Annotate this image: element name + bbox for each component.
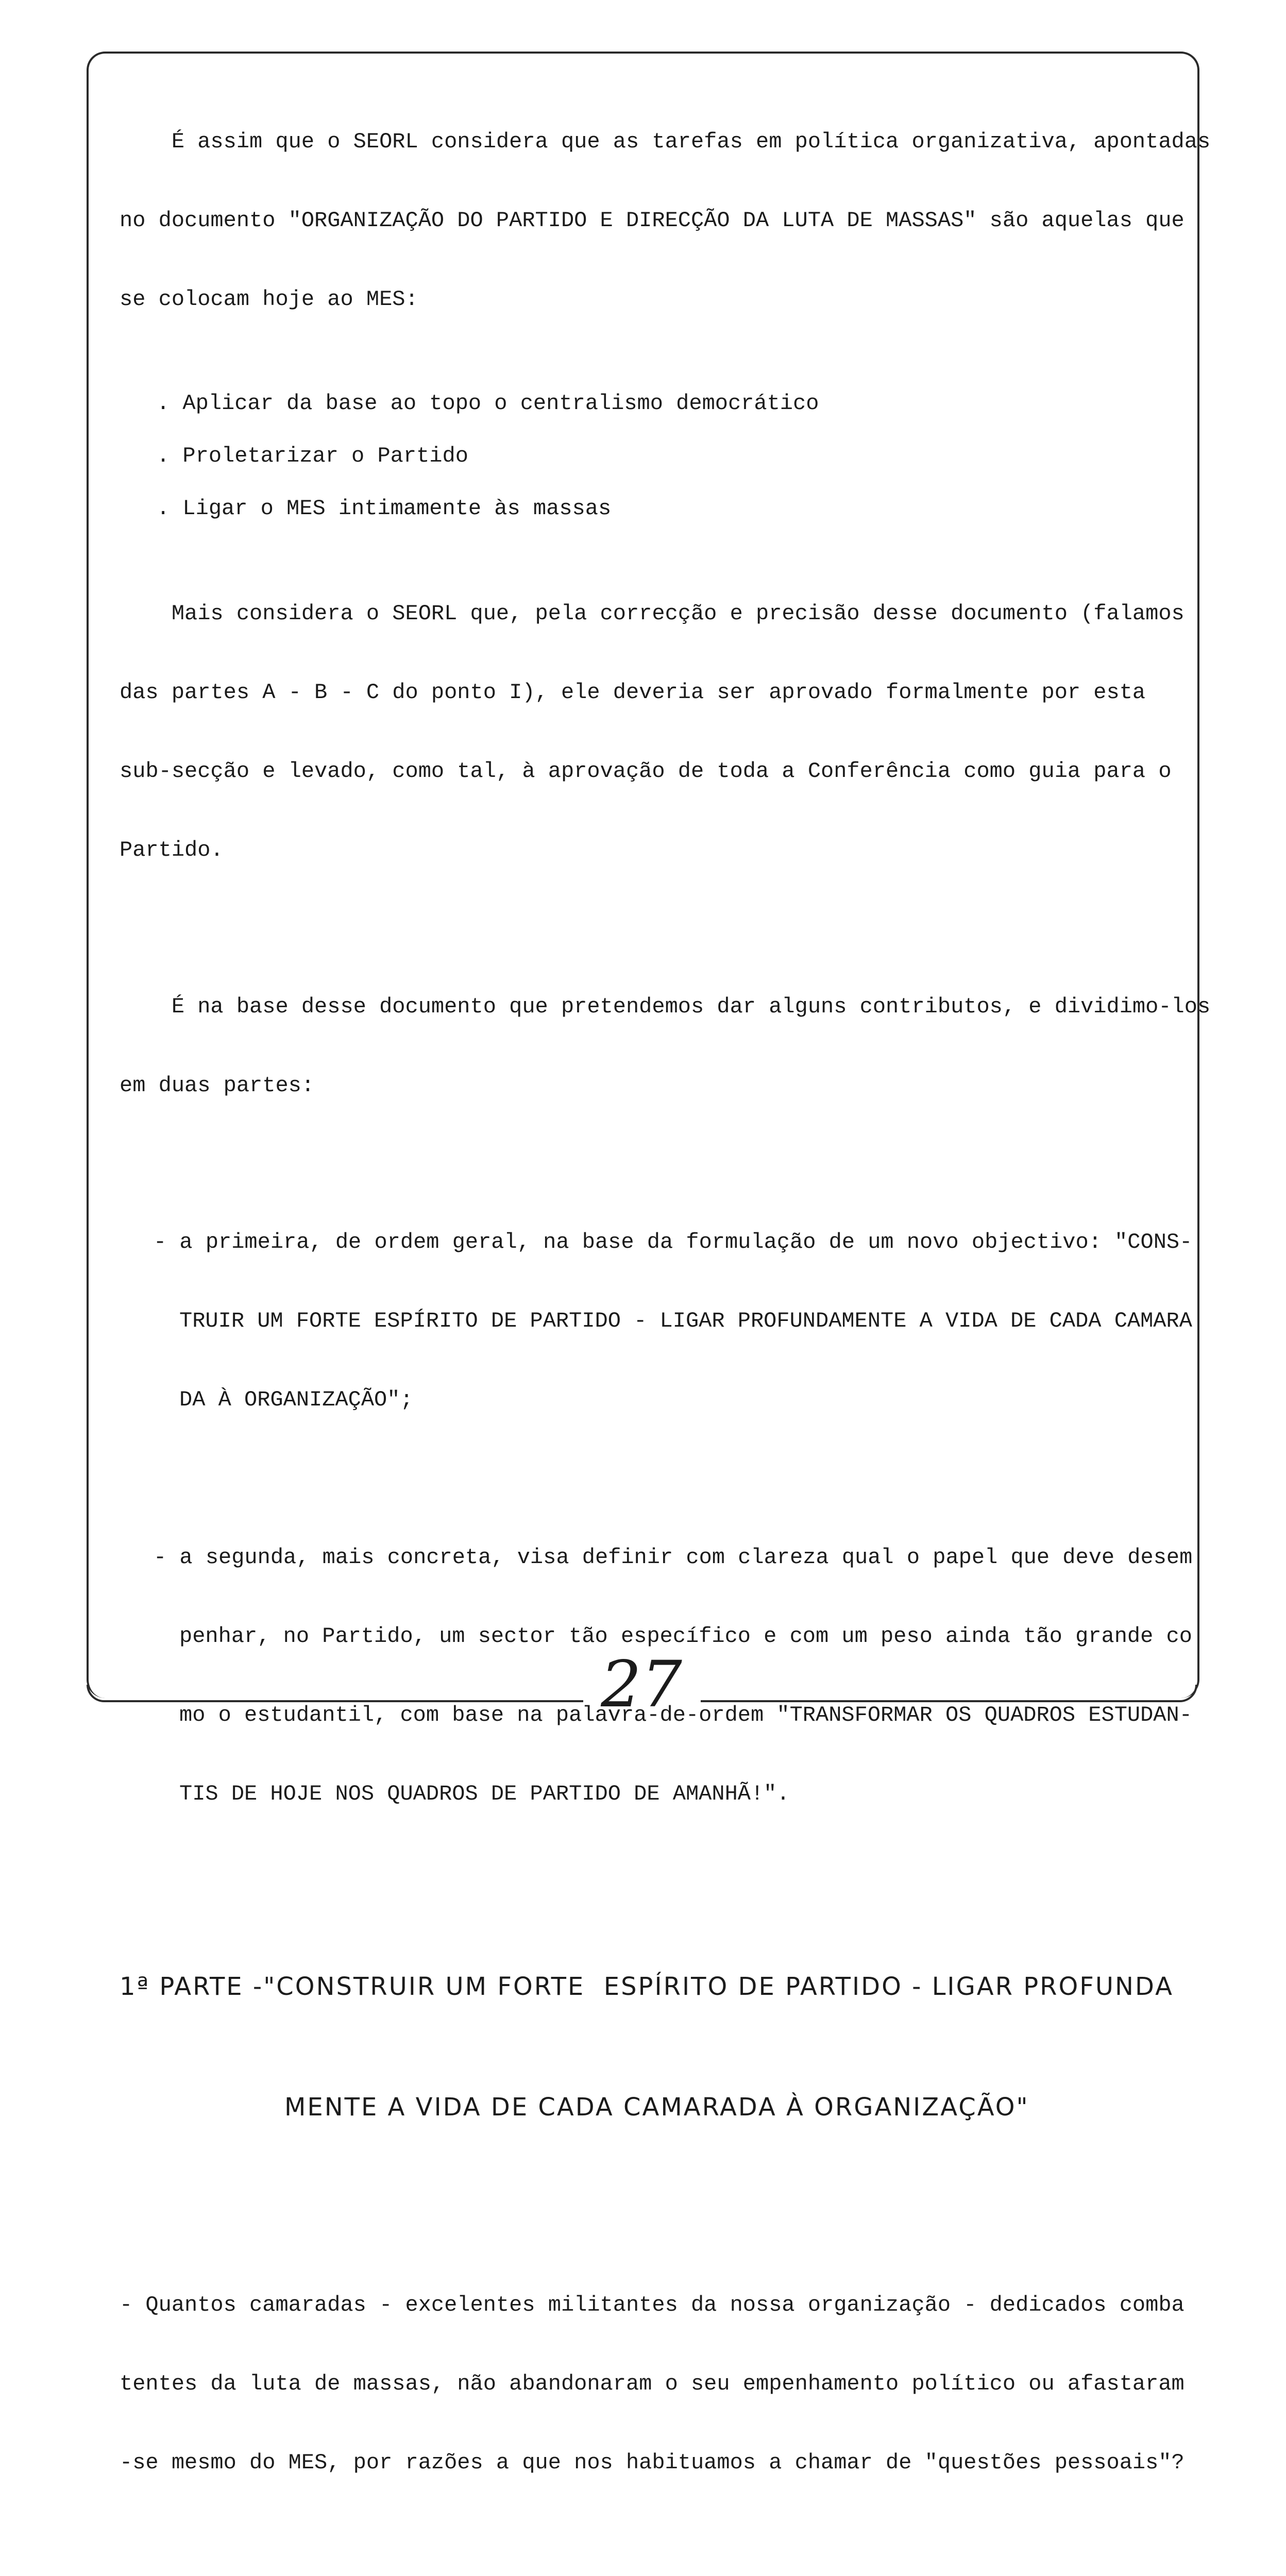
question-paragraph: - Quantos camaradas - excelentes militantes da nossa organização - dedicados comba tentes da luta de massas, não abandonaram o seu empenhamento político ou afastaram -se mesmo do MES, por razões a que nos habituamos a chamar de "questões pessoais"? <box>120 2293 1185 2475</box>
page-number: 27 <box>601 1648 682 1722</box>
task-item: . Proletarizar o Partido <box>157 444 468 468</box>
task-item: . Aplicar da base ao topo o centralismo democrático <box>157 391 819 416</box>
paragraph-intro: É assim que o SEORL considera que as tarefas em política organizativa, apontadas no documento "ORGANIZAÇÃO DO PARTIDO E DIRECÇÃO DA LUTA DE MASSAS" são aquelas que se colocam hoje ao MES: <box>120 129 1211 312</box>
document-body <box>120 76 1211 2576</box>
section-heading: 1ª PARTE -"CONSTRUIR UM FORTE ESPÍRITO DE PARTIDO - LIGAR PROFUNDA MENTE A VIDA DE CADA CAMARADA À ORGANIZAÇÃO" <box>120 1972 1174 2122</box>
question-paragraph <box>120 2555 1181 2576</box>
paragraph-base: É na base desse documento que pretendemos dar alguns contributos, e dividimo-los em duas partes: <box>120 994 1211 1098</box>
part-item-first: - a primeira, de ordem geral, na base da formulação de um novo objectivo: "CONS- TRUIR UM FORTE ESPÍRITO DE PARTIDO - LIGAR PROFUNDAMENTE A VIDA DE CADA CAMARA DA À ORGANIZAÇÃO"; <box>154 1230 1193 1412</box>
paragraph-approval: Mais considera o SEORL que, pela correcção e precisão desse documento (falamos das partes A - B - C do ponto I), ele deveria ser aprovado formalmente por esta sub-secção e levado, como tal, à aprovação de toda a Conferência como guia para o Partido. <box>120 601 1185 862</box>
task-list <box>120 391 1181 522</box>
task-item: . Ligar o MES intimamente às massas <box>157 496 612 521</box>
part-item-second: - a segunda, mais concreta, visa definir com clareza qual o papel que deve desem penhar, no Partido, um sector tão específico e com um peso ainda tão grande co mo o estudantil, com base na palavra-de-ordem "TRANSFORMAR OS QUADROS ESTUDAN- TIS DE HOJE NOS QUADROS DE PARTIDO DE AMANHÃ!". <box>154 1545 1193 1806</box>
